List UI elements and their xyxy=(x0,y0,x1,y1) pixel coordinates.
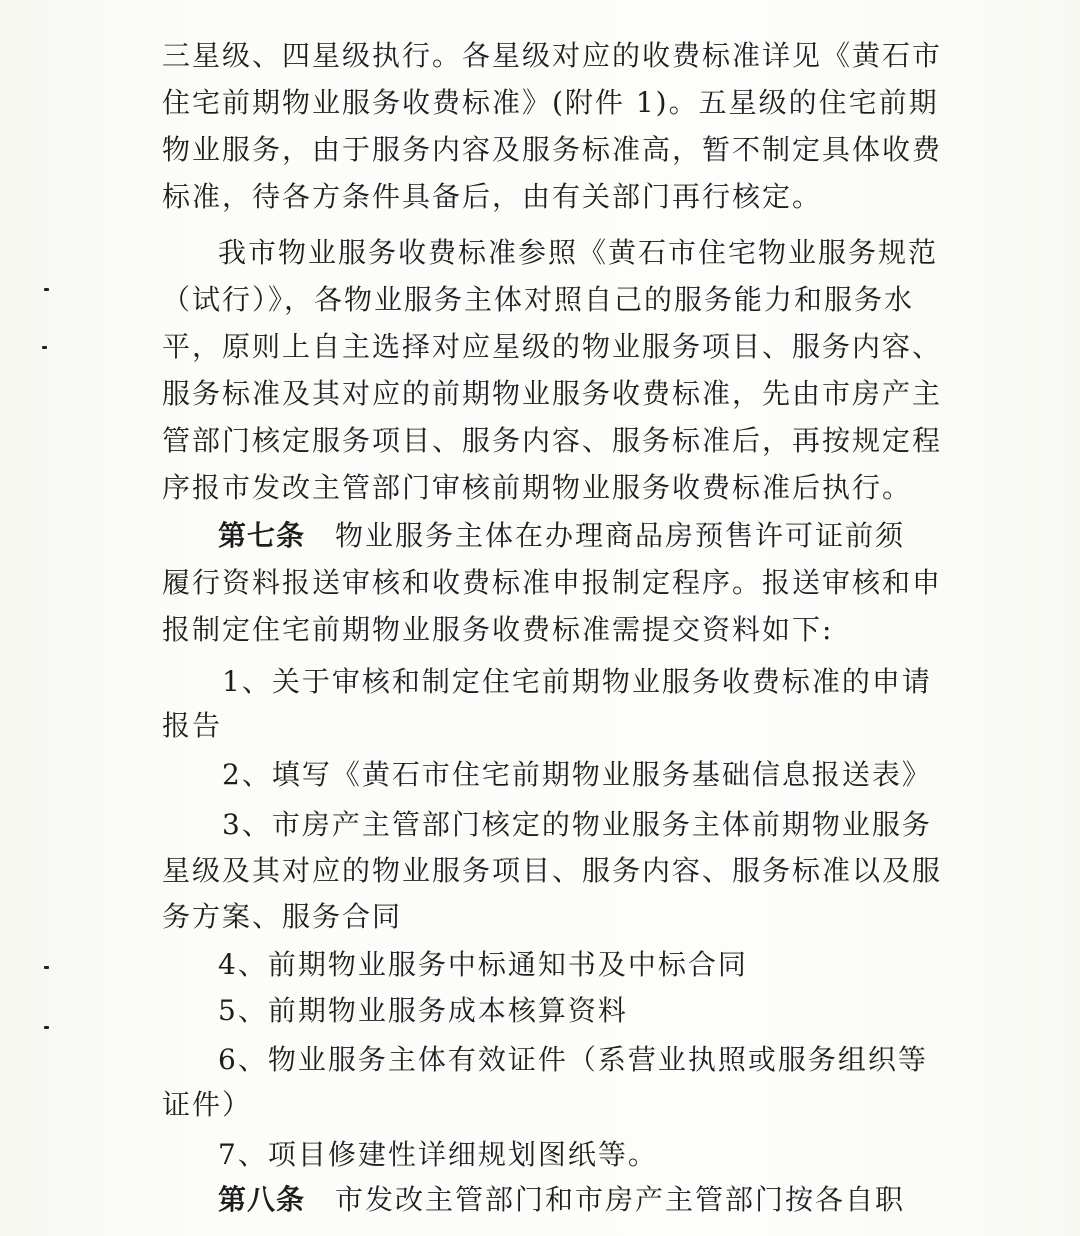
list-item: 4、前期物业服务中标通知书及中标合同 xyxy=(218,948,748,981)
text-line: 物业服务，由于服务内容及服务标准高，暂不制定具体收费 xyxy=(162,133,943,166)
list-item: 6、物业服务主体有效证件（系营业执照或服务组织等 xyxy=(218,1043,928,1076)
article-8-first-line xyxy=(218,1180,905,1220)
list-item: 5、前期物业服务成本核算资料 xyxy=(218,994,628,1027)
list-item: 7、项目修建性详细规划图纸等。 xyxy=(218,1138,658,1171)
list-item: 3、市房产主管部门核定的物业服务主体前期物业服务 xyxy=(222,808,932,841)
list-item-continuation: 证件） xyxy=(162,1088,253,1121)
text-line: 序报市发改主管部门审核前期物业服务收费标准后执行。 xyxy=(162,471,913,504)
text-line: 平，原则上自主选择对应星级的物业服务项目、服务内容、 xyxy=(162,330,943,363)
text-line: 履行资料报送审核和收费标准申报制定程序。报送审核和申 xyxy=(162,566,943,599)
text-line: 管部门核定服务项目、服务内容、服务标准后，再按规定程 xyxy=(162,424,943,457)
text-line: 服务标准及其对应的前期物业服务收费标准，先由市房产主 xyxy=(162,377,943,410)
scan-speck xyxy=(44,288,49,291)
text-line: 三星级、四星级执行。各星级对应的收费标准详见《黄石市 xyxy=(162,39,943,72)
article-7-heading: 第七条 xyxy=(218,519,306,552)
text-span: 市发改主管部门和市房产主管部门按各自职 xyxy=(335,1183,906,1216)
article-8-heading: 第八条 xyxy=(218,1183,306,1216)
text-line: 标准，待各方条件具备后，由有关部门再行核定。 xyxy=(162,180,823,213)
text-line: 住宅前期物业服务收费标准》(附件 1)。五星级的住宅前期 xyxy=(162,86,939,119)
list-item-continuation: 报告 xyxy=(162,709,223,742)
article-7-first-line xyxy=(218,516,905,556)
text-line: 报制定住宅前期物业服务收费标准需提交资料如下: xyxy=(162,613,834,646)
text-line: （试行）》，各物业服务主体对照自己的服务能力和服务水 xyxy=(162,283,915,316)
text-line: 我市物业服务收费标准参照《黄石市住宅物业服务规范 xyxy=(218,236,939,269)
scan-speck xyxy=(42,346,47,349)
list-item-continuation: 务方案、服务合同 xyxy=(162,900,403,933)
list-item: 2、填写《黄石市住宅前期物业服务基础信息报送表》 xyxy=(222,758,932,791)
text-span: 物业服务主体在办理商品房预售许可证前须 xyxy=(335,519,906,552)
scan-speck xyxy=(44,1026,49,1029)
scan-speck xyxy=(44,966,49,969)
list-item: 1、关于审核和制定住宅前期物业服务收费标准的申请 xyxy=(222,665,932,698)
list-item-continuation: 星级及其对应的物业服务项目、服务内容、服务标准以及服 xyxy=(162,854,943,887)
